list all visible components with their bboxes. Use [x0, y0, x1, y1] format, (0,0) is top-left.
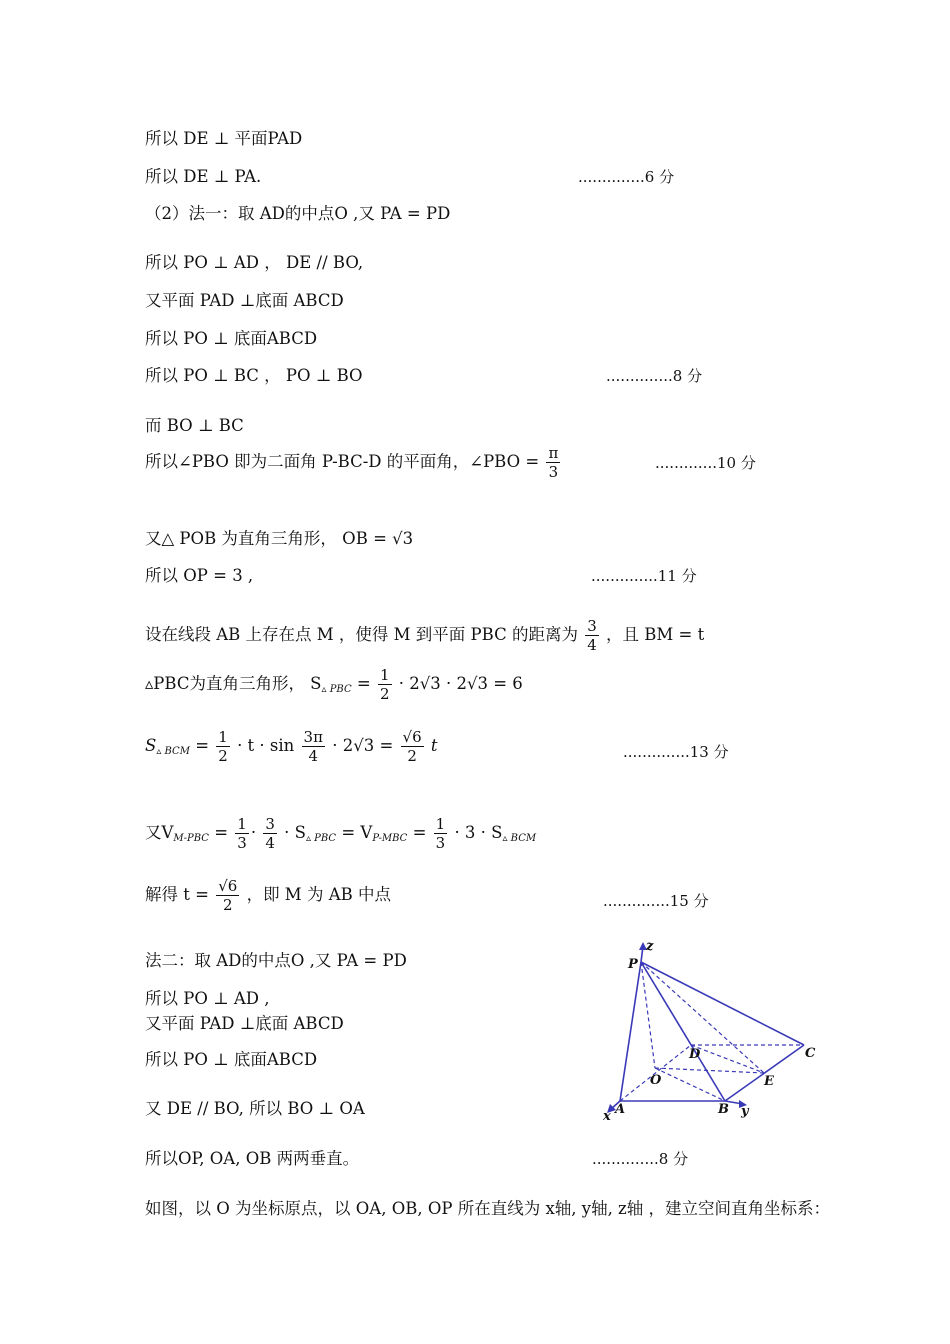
fraction — [378, 666, 392, 703]
text-line: 所以 PO ⊥ AD , — [145, 989, 270, 1008]
subscript: ▵ PBC — [305, 833, 337, 844]
numerator: 1 — [237, 815, 247, 833]
text-span: = — [412, 823, 427, 842]
label-z: z — [646, 939, 654, 954]
label-P: P — [628, 957, 638, 972]
text-line: 所以 PO ⊥ AD ， DE // BO, — [145, 253, 364, 272]
text-line: 又平面 PAD ⊥底面 ABCD — [145, 1014, 344, 1033]
fraction — [585, 617, 599, 654]
numerator: √6 — [402, 728, 422, 746]
fraction — [216, 877, 239, 914]
edge-PE — [641, 962, 764, 1073]
numerator: 1 — [218, 728, 228, 746]
denominator: 2 — [379, 685, 390, 703]
subscript: ▵ BCM — [156, 746, 190, 757]
numerator: 1 — [435, 815, 446, 833]
denominator: 3 — [237, 834, 247, 852]
text-line: 所以 PO ⊥ BC ， PO ⊥ BO — [145, 366, 363, 385]
numerator: π — [548, 444, 559, 462]
subscript: M-PBC — [173, 833, 209, 844]
text-line: 法二：取 AD的中点O ,又 PA = PD — [145, 951, 407, 970]
text-span: 设在线段 AB 上存在点 M ，使得 M 到平面 PBC 的距离为 — [145, 625, 578, 644]
label-B: B — [718, 1102, 729, 1117]
denominator: 2 — [407, 747, 417, 765]
denominator: 4 — [308, 747, 319, 765]
numerator: 3 — [587, 617, 597, 635]
label-O: O — [650, 1073, 662, 1088]
text-line: 所以 PO ⊥ 底面ABCD — [145, 1050, 318, 1069]
text-span: S — [145, 736, 157, 755]
text-line: 如图，以 O 为坐标原点，以 OA, OB, OP 所在直线为 x轴, y轴, z轴 ，建立空间直角坐标系： — [145, 1199, 830, 1218]
area-bcm-line — [145, 728, 438, 765]
edge-PO — [641, 962, 655, 1068]
text-span: · 2√3 = — [332, 736, 394, 755]
score-marker: ..............15 分 — [603, 892, 709, 910]
text-span: 所以∠PBO 即为二面角 P-BC-D 的平面角，∠PBO = — [145, 452, 540, 471]
score-marker: ..............13 分 — [623, 743, 729, 761]
edge-PA — [620, 962, 641, 1101]
text-span: · t · sin — [237, 736, 295, 755]
label-C: C — [805, 1046, 816, 1061]
text-span: · S — [284, 823, 306, 842]
denominator: 4 — [587, 636, 597, 654]
fraction — [302, 728, 325, 765]
label-D: D — [689, 1047, 701, 1062]
angle-line — [145, 444, 562, 481]
pyramid-figure — [598, 938, 838, 1128]
numerator: 3 — [265, 815, 275, 833]
text-span: t — [430, 736, 438, 755]
fraction — [263, 815, 277, 852]
score-marker: ..............6 分 — [578, 168, 675, 186]
subscript: P-MBC — [372, 833, 408, 844]
fraction — [401, 728, 424, 765]
area-pbc-line — [145, 666, 523, 703]
numerator: √6 — [218, 877, 238, 895]
label-A: A — [615, 1102, 626, 1117]
text-line: 所以 OP = 3 , — [145, 566, 254, 585]
fraction — [546, 444, 560, 481]
edge-DE — [691, 1045, 764, 1073]
denominator: 3 — [548, 463, 559, 481]
numerator: 3π — [303, 728, 323, 746]
text-line: 而 BO ⊥ BC — [145, 416, 244, 435]
fraction — [216, 728, 230, 765]
score-marker: ..............8 分 — [606, 367, 703, 385]
label-x: x — [603, 1109, 611, 1124]
text-span: ▵PBC为直角三角形， S — [145, 674, 322, 693]
text-line: 所以 DE ⊥ PA. — [145, 167, 262, 186]
text-line: 又△ POB 为直角三角形， OB = √3 — [145, 529, 414, 548]
score-marker: ..............8 分 — [592, 1150, 689, 1168]
text-span: · 3 · S — [454, 823, 503, 842]
text-line: 所以 DE ⊥ 平面PAD — [145, 129, 303, 148]
score-marker: ..............11 分 — [591, 567, 697, 585]
text-line: （2）法一：取 AD的中点O ,又 PA = PD — [145, 204, 451, 223]
text-line: 所以 PO ⊥ 底面ABCD — [145, 329, 318, 348]
fraction — [235, 815, 249, 852]
fraction — [434, 815, 448, 852]
text-span: = — [195, 736, 210, 755]
text-span: = — [356, 674, 376, 693]
text-line: 所以OP, OA, OB 两两垂直。 — [145, 1149, 360, 1168]
label-E: E — [764, 1074, 774, 1089]
subscript: ▵ BCM — [502, 833, 537, 844]
edge-OE — [655, 1068, 764, 1073]
subscript: ▵ PBC — [321, 684, 352, 695]
text-span: ，即 M 为 AB 中点 — [246, 885, 391, 904]
denominator: 4 — [265, 834, 275, 852]
text-span: 又V — [145, 823, 174, 842]
text-span: = V — [341, 823, 373, 842]
numerator: 1 — [379, 666, 390, 684]
edge-BC — [725, 1045, 804, 1101]
denominator: 2 — [222, 896, 233, 914]
solve-line — [145, 877, 391, 914]
denominator: 2 — [218, 747, 228, 765]
denominator: 3 — [435, 834, 446, 852]
text-span: · 2√3 · 2√3 = 6 — [398, 674, 523, 693]
distance-line — [145, 617, 704, 654]
text-span: 解得 t = — [145, 885, 209, 904]
label-y: y — [741, 1104, 749, 1119]
text-line: 又平面 PAD ⊥底面 ABCD — [145, 291, 344, 310]
text-span: = — [214, 823, 229, 842]
text-line: 又 DE // BO, 所以 BO ⊥ OA — [145, 1099, 365, 1118]
score-marker: .............10 分 — [655, 454, 756, 472]
text-span: ，且 BM = t — [606, 625, 705, 644]
volume-line: 又$V_{M-PBC}$ = $\frac{1}{3}$ · $\frac{3}{4}$ · $S_{▵ PBC} = V_{P-MBC}$ = $\frac{1}{3}$ · $3 \cdot S_{▵ BCM}$ — [145, 815, 537, 852]
